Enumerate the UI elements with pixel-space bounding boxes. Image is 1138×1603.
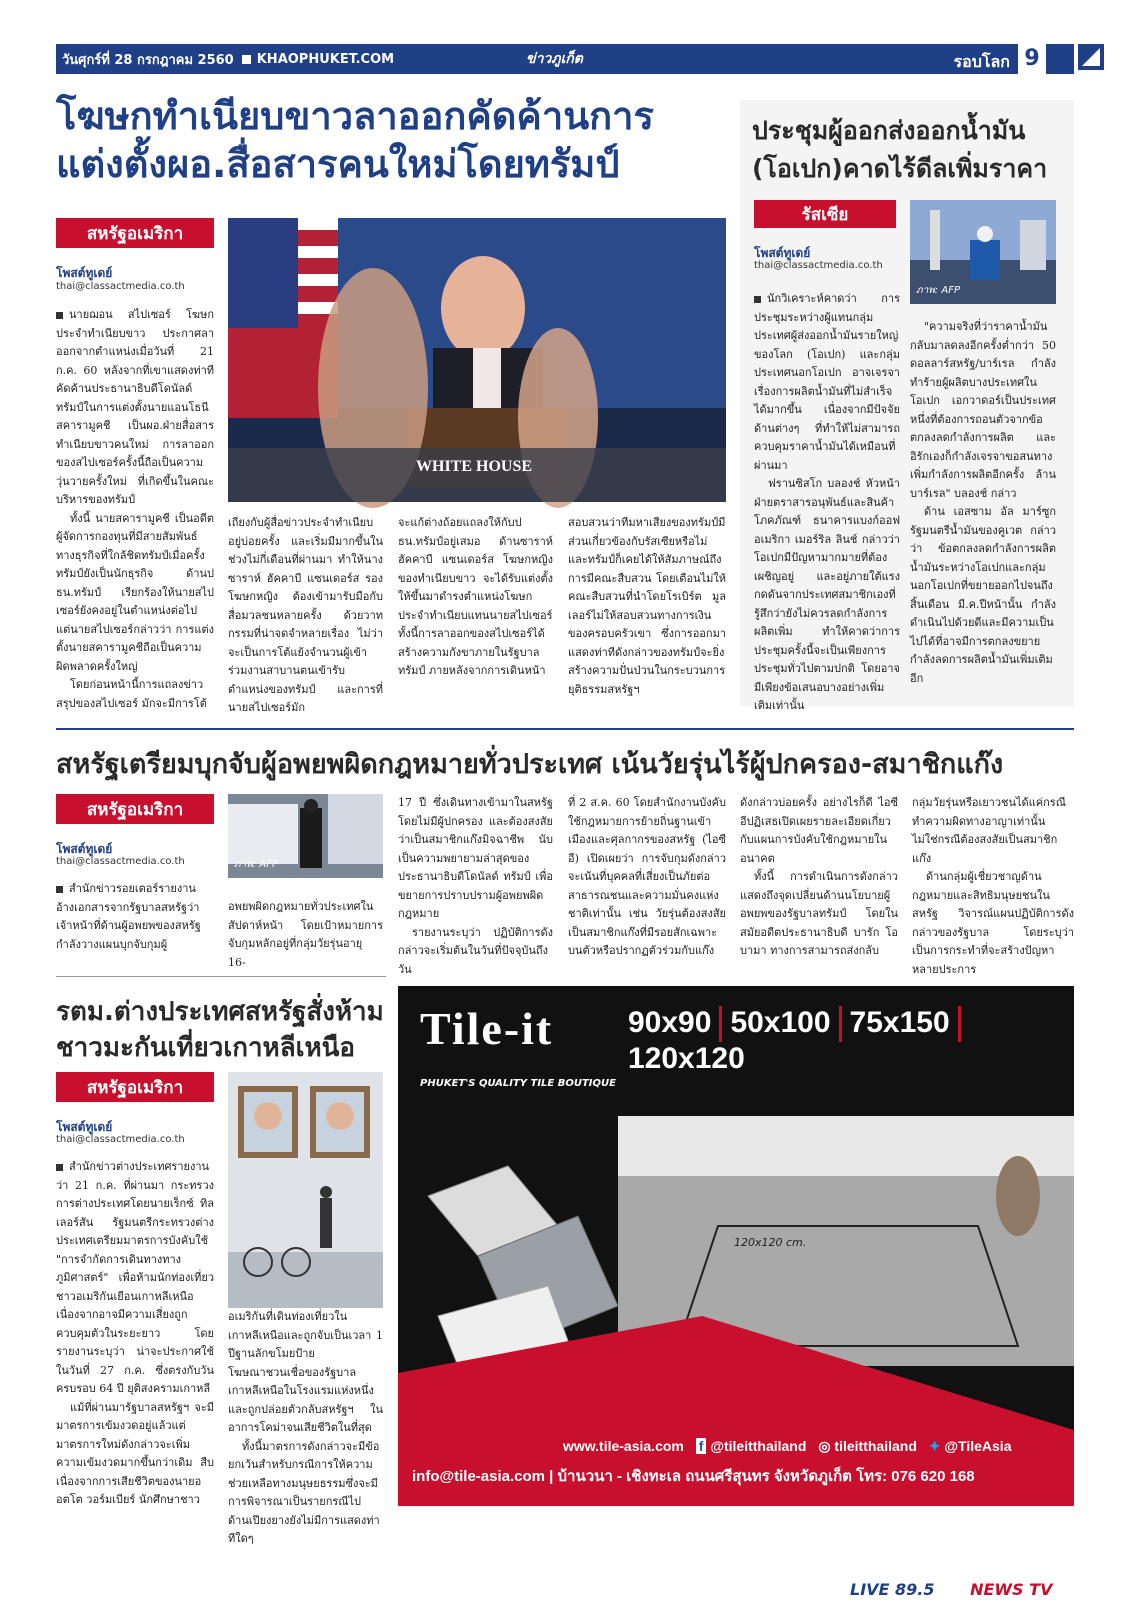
photo-sign-text: WHITE HOUSE	[416, 458, 533, 475]
story1-col1-text: นายฌอน สไปเซอร์ โฆษกประจำทำเนียบขาว ประกาศลาออกจากตำแหน่งเมื่อวันที่ 21 ก.ค. 60 หลังจากที่เขาแสดงท่าทีคัดค้านประธานาธิบดีโดนัลด์ ทรัมป์ในการแต่งตั้งนายแอนโธนี สคารามูคชี เป็นผอ.ฝ่ายสื่อสารทำเนียบขาวคนใหม่ การลาออกของสไปเซอร์ครั้งนี้ถือเป็นความวุ่นวายครั้งใหม่ ที่เกิดขึ้นในคณะบริหารของทรัมป์	[56, 308, 214, 506]
story3-headline: สหรัฐเตรียมบุกจับผู้อพยพผิดกฎหมายทั่วประเทศ เน้นวัยรุ่นไร้ผู้ปกครอง-สมาชิกแก๊ง	[56, 749, 1004, 780]
twitter-icon: ✦	[928, 1438, 941, 1454]
story2-column-2	[910, 318, 1056, 700]
story4-headline-line2: ชาวมะกันเที่ยวเกาหลีเหนือ	[56, 1033, 356, 1063]
ad-size-4: 120x120	[628, 1042, 745, 1076]
story1-headline-line2: แต่งตั้งผอ.สื่อสารคนใหม่โดยทรัมป์	[56, 142, 620, 186]
story1-headline	[56, 92, 736, 188]
story2-tag: รัสเซีย	[754, 200, 896, 228]
square-bullet-icon	[242, 55, 251, 64]
story1-column-2: เถียงกับผู้สื่อข่าวประจำทำเนียบอยู่บ่อยครั้ง และเริ่มมีมากขึ้นในช่วงไม่กี่เดือนที่ผ่านมา ทำให้นางซาราห์ ฮัคคาบี แซนเดอร์ส รองโฆษกหญิง ต้องเข้ามารับมือกับสื่อมวลชนหลายครั้ง ด้วยวาทกรรมที่น่าจดจำหลายเรื่อง ไม่ว่าจะเป็นการโต้แย้งจำนวนผู้เข้าร่วมงานสาบานตนเข้ารับตำแหน่งของทรัมป์ และการที่นายสไปเซอร์มัก	[228, 516, 383, 714]
story1-email: thai@classactmedia.co.th	[56, 281, 185, 292]
issue-date: วันศุกร์ที่ 28 กรกฎาคม 2560	[62, 52, 234, 68]
story3-column-1b: อพยพผิดกฎหมายทั่วประเทศในสัปดาห์หน้า โดยเป้าหมายการจับกุมหลักอยู่ที่กลุ่มวัยรุ่นอายุ 16-	[228, 900, 383, 969]
facebook-icon: f	[696, 1438, 707, 1454]
story4-column-2	[228, 1308, 383, 1545]
story3-col4b-text: ทั้งนี้ การดำเนินการดังกล่าวแสดงถึงจุดเปลี่ยนด้านนโยบายผู้อพยพของรัฐบาลทรัมป์ โดยในสมัยอดีตประธานาธิบดี บารัก โอบามา ทางการสามารถส่งกลับ	[740, 870, 898, 957]
section-name: รอบโลก	[953, 52, 1010, 71]
story3-column-1	[56, 880, 214, 962]
story2-column-1	[754, 290, 900, 712]
ad-size-3: 75x150	[849, 1006, 950, 1039]
ad-twitter[interactable]: @TileAsia	[944, 1438, 1012, 1454]
story2-headline	[752, 112, 1072, 188]
story3-col2-text: 17 ปี ซึ่งเดินทางเข้ามาในสหรัฐโดยไม่มีผู้ปกครอง และต้องสงสัยว่าเป็นสมาชิกแก๊งมิจฉาชีพ นับเป็นความพยายามล่าสุดของประธานาธิบดีโดนัลด์ ทรัมป์ เพื่อขยายการปราบปรามผู้อพยพผิดกฎหมาย	[398, 796, 553, 920]
story4-email: thai@classactmedia.co.th	[56, 1134, 185, 1145]
story2-headline-line2: (โอเปก)คาดไร้ดีลเพิ่มราคา	[752, 154, 1048, 183]
story3-tag: สหรัฐอเมริกา	[56, 794, 214, 824]
story3-photo-credit: ภาพ: AFP	[234, 859, 278, 870]
story4-col2-text: อเมริกันที่เดินท่องเที่ยวในเกาหลีเหนือและถูกจับเป็นเวลา 1 ปีฐานลักขโมยป้ายโฆษณาชวนเชื่อของรัฐบาลเกาหลีเหนือในโรงแรมแห่งหนึ่ง และถูกปล่อยตัวกลับสหรัฐฯ ในอาการโคม่าจนเสียชีวิตในที่สุด	[228, 1310, 383, 1434]
page-number: 9	[1018, 44, 1046, 74]
story1-col1c-text: โดยก่อนหน้านี้การแถลงข่าวสรุปของสไปเซอร์ มักจะมีการโต้	[56, 678, 207, 710]
story2-email: thai@classactmedia.co.th	[754, 260, 883, 271]
story4-col2b-text: ทั้งนี้มาตรการดังกล่าวจะมีข้อยกเว้นสำหรับกรณีการให้ความช่วยเหลือทางมนุษยธรรมซึ่งจะมีการพิจารณาเป็นรายกรณีไป ด้านเปียงยางยังไม่มีการแสดงท่าทีใดๆ	[228, 1439, 380, 1545]
story4-col1-text: สำนักข่าวต่างประเทศรายงานว่า 21 ก.ค. ที่ผ่านมา กระทรวงการต่างประเทศโดยนายเร็กซ์ ทิลเลอร์สัน รัฐมนตรีกระทรวงต่างประเทศเตรียมมาตรการบังคับใช้ "การจำกัดการเดินทางทางภูมิศาสตร์" เพื่อห้ามนักท่องเที่ยวชาวอเมริกันเยือนเกาหลีเหนือ เนื่องจากอาจมีความเสี่ยงถูกควบคุมตัวในระยะยาว โดยรายงานระบุว่า น่าจะประกาศใช้ในวันที่ 27 ก.ค. ซึ่งตรงกับวันครบรอบ 64 ปี ยุติสงครามเกาหลี	[56, 1160, 214, 1395]
ad-facebook[interactable]: @tileitthailand	[710, 1438, 807, 1454]
story1-byline: โพสต์ทูเดย์	[56, 266, 113, 280]
story3-byline: โพสต์ทูเดย์	[56, 842, 113, 856]
section-divider-2	[56, 976, 386, 977]
story1-column-4: สอบสวนว่าทีมหาเสียงของทรัมป์มีส่วนเกี่ยวข้องกับรัสเซียหรือไม่ และทรัมป์ก็เคยได้ให้สัมภาษณ์ถึงการมีคณะสืบสวน โดยเตือนไม่ให้คณะสืบสวนที่นำโดยโรเบิร์ต มูลเลอร์ไม่ให้สอบสวนทางการเงินของครอบครัวเขา ซึ่งการออกมาแสดงท่าทีดังกล่าวของทรัมป์จะยิ่งสร้างความปั่นป่วนในกระบวนการยุติธรรมสหรัฐฯ	[568, 516, 726, 696]
page-corner-icon	[1078, 44, 1104, 70]
bullet-icon	[754, 296, 761, 303]
story1-column-3: จะแก้ต่างถ้อยแถลงให้กับปธน.ทรัมป์อยู่เสมอ ด้านซาราห์ ฮัคคาบี แซนเดอร์ส โฆษกหญิงของทำเนียบขาว จะได้รับแต่งตั้งให้ขึ้นมาดำรงตำแหน่งโฆษกประจำทำเนียบแทนนายสไปเซอร์ ทั้งนี้การลาออกของสไปเซอร์ได้สร้างความกังขาภายในรัฐบาลทรัมป์ ภายหลังจากการเดินหน้า	[398, 516, 553, 677]
bullet-icon	[56, 312, 63, 319]
story2-col2b-text: ด้าน เอสซาม อัล มาร์ซูก รัฐมนตรีน้ำมันของคูเวต กล่าวว่า ข้อตกลงลดกำลังการผลิตน้ำมันระหว่างโอเปกและกลุ่มนอกโอเปกที่ขยายออกไปจนถึงสิ้นเดือน มี.ค.ปีหน้านั้น กำลังดำเนินไปด้วยดีและมีความเป็นไปได้ที่อาจมีการตกลงขยายกำลังลดการผลิตน้ำมันเพิ่มเติมอีก	[910, 505, 1056, 685]
story1-headline-line1: โฆษกทำเนียบขาวลาออกคัดค้านการ	[56, 94, 654, 138]
separator-icon	[958, 1006, 961, 1042]
story3-photo	[228, 794, 383, 878]
ad-instagram[interactable]: tileitthailand	[834, 1438, 917, 1454]
story4-headline	[56, 994, 391, 1066]
ad-floor-label: 120x120 cm.	[734, 1236, 807, 1249]
ad-brand-logo: Tile-it	[420, 1003, 554, 1054]
story3-column-4	[740, 794, 898, 962]
story3-email: thai@classactmedia.co.th	[56, 856, 185, 867]
story3-column-3: ที่ 2 ส.ค. 60 โดยสำนักงานบังคับใช้กฎหมายการย้ายถิ่นฐานเข้าเมืองและศุลกากรของสหรัฐ (ไอซีอี) เปิดเผยว่า การจับกุมดังกล่าวจะเน้นที่บุคคลที่เสี่ยงเป็นภัยต่อสาธารณชนและความมั่นคงแห่งชาติเท่านั้น เช่น วัยรุ่นต้องสงสัยเป็นสมาชิกแก๊งที่มีรอยสักเฉพาะบนตัวหรือปรากฏตัวร่วมกับแก๊ง	[568, 796, 726, 957]
section-divider	[56, 728, 1074, 730]
footer-media-logos	[850, 1580, 1052, 1599]
story2-col1-text: นักวิเคราะห์คาดว่า การประชุมระหว่างผู้แทนกลุ่มประเทศผู้ส่งออกน้ำมันรายใหญ่ของโลก (โอเปก) และกลุ่มประเทศนอกโอเปก อาจเจรจาเรื่องการผลิตน้ำมันที่ไม่สำเร็จได้มากขึ้น เนื่องจากมีปัจจัยด้านต่างๆ ที่ทำให้ไม่สามารถควบคุมราคาน้ำมันได้เหมือนที่ผ่านมา	[754, 292, 900, 472]
story1-photo	[228, 218, 726, 502]
story4-col1b-text: แม้ที่ผ่านมารัฐบาลสหรัฐฯ จะมีมาตรการเข้มงวดอยู่แล้วแต่มาตรการใหม่ดังกล่าวจะเพิ่มความเข้มงวดมากขึ้นกว่าเดิม สืบเนื่องจากการเสียชีวิตของนายออตโต วอร์มเบียร์ นักศึกษาชาว	[56, 1400, 214, 1506]
story4-byline: โพสต์ทูเดย์	[56, 1120, 113, 1134]
story2-col2-text: "ความจริงที่ว่าราคาน้ำมันกลับมาลดลงอีกครั้งต่ำกว่า 50 ดอลลาร์สหรัฐ/บาร์เรล กำลังทำร้ายผู้ผลิตบางประเทศในโอเปก เอกวาดอร์เป็นประเทศหนึ่งที่ต้องการถอนตัวจากข้อตกลงลดกำลังการผลิต และอิรักเองก็กำลังเจรจาขอสนทางเพิ่มกำลังการผลิตอีกครั้ง ล้านบาร์เรล" บลองช์ กล่าว	[910, 320, 1056, 500]
story2-photo	[910, 200, 1056, 304]
ad-size-1: 90x90	[628, 1006, 712, 1039]
story2-byline: โพสต์ทูเดย์	[754, 246, 811, 260]
ad-tile-sizes	[628, 1006, 1074, 1076]
header-bar	[56, 44, 1074, 74]
story2-col1b-text: ฟรานซิสโก บลองช์ หัวหน้าฝ่ายตราสารอนุพันธ์และสินค้าโภคภัณฑ์ ธนาคารแบงก์ออฟอเมริกา เมอร์ริล ลินช์ กล่าวว่า โอเปกมีปัญหามากมายที่ต้องเผชิญอยู่ และอยู่ภายใต้แรงกดดันจากประเทศสมาชิกเองที่รู้สึกว่ายังไม่ควรลดกำลังการผลิตเพิ่ม ทำให้คาดว่าการประชุมครั้งนี้จะเป็นเพียงการประชุมทั่วไปตามปกติ โดยอาจมีเพียงข้อเสนอบางอย่างเพิ่มเติมเท่านั้น	[754, 477, 900, 712]
separator-icon	[839, 1006, 842, 1042]
bullet-icon	[56, 1164, 63, 1171]
story4-column-1	[56, 1158, 214, 1506]
ad-size-2: 50x100	[730, 1006, 831, 1039]
story4-headline-line1: รตม.ต่างประเทศสหรัฐสั่งห้าม	[56, 997, 384, 1027]
ad-contact-line[interactable]: info@tile-asia.com | บ้านวนา - เชิงทะเล ถนนศรีสุนทร จังหวัดภูเก็ต โทร: 076 620 168	[412, 1468, 975, 1485]
story3-column-5	[912, 794, 1074, 976]
story1-col1b-text: ทั้งนี้ นายสคารามูคชี เป็นอดีตผู้จัดการกองทุนที่มีสายสัมพันธ์ทางธุรกิจที่ใกล้ชิดทรัมป์เมื่อครั้งทรัมป์ยังเป็นนักธุรกิจ ด้านปธน.ทรัมป์ เรียกร้องให้นายสไปเซอร์ยังคงอยู่ในตำแหน่งต่อไป แต่นายสไปเซอร์กล่าวว่า การแต่งตั้งนายสคารามูคชีถือเป็นความผิดพลาดครั้งใหญ่	[56, 511, 214, 673]
story3-col4-text: ดังกล่าวบ่อยครั้ง อย่างไรก็ดี ไอซีอีปฏิเสธเปิดเผยรายละเอียดเกี่ยวกับแผนการบังคับใช้กฎหมายในอนาคต	[740, 796, 898, 865]
tile-it-advertisement[interactable]	[398, 986, 1074, 1506]
story3-col5-text: กลุ่มวัยรุ่นหรือเยาวชนได้แค่กรณีทำความผิดทางอาญาเท่านั้น ไม่ใช่กรณีต้องสงสัยเป็นสมาชิกแก๊ง	[912, 796, 1066, 865]
story1-column-1	[56, 306, 214, 710]
news-tv-logo: NEWS TV	[970, 1580, 1053, 1599]
story3-col1-text: สำนักข่าวรอยเตอร์รายงานอ้างเอกสารจากรัฐบาลสหรัฐว่า เจ้าหน้าที่ด้านผู้อพยพของสหรัฐกำลังวางแผนบุกจับกุมผู้	[56, 882, 201, 951]
story3-col2b-text: รายงานระบุว่า ปฏิบัติการดังกล่าวจะเริ่มต้นในวันที่ปัจจุบันถึงวัน	[398, 925, 553, 976]
separator-icon	[719, 1006, 722, 1042]
instagram-icon: ◎	[818, 1438, 831, 1454]
ad-tagline: PHUKET'S QUALITY TILE BOUTIQUE	[420, 1078, 616, 1089]
story1-tag: สหรัฐอเมริกา	[56, 218, 214, 248]
story3-col5b-text: ด้านกลุ่มผู้เชี่ยวชาญด้านกฎหมายและสิทธิมนุษยชนในสหรัฐ วิจารณ์แผนปฏิบัติการดังกล่าวของรัฐบาล โดยระบุว่าเป็นการกระทำที่จะสร้างปัญหาหลายประการ	[912, 870, 1074, 976]
story2-headline-line1: ประชุมผู้ออกส่งออกน้ำมัน	[752, 116, 1026, 145]
bullet-icon	[56, 886, 63, 893]
ad-website[interactable]: www.tile-asia.com	[563, 1438, 684, 1454]
story4-tag: สหรัฐอเมริกา	[56, 1072, 214, 1102]
story2-photo-credit: ภาพ: AFP	[916, 285, 960, 296]
pyongyang-street-image	[228, 1072, 383, 1308]
story3-column-2	[398, 794, 553, 976]
live-radio-logo: LIVE 89.5	[850, 1580, 935, 1599]
story4-photo	[228, 1072, 383, 1308]
paper-logo: ข่าวภูเก็ต	[526, 51, 583, 67]
ad-social-links[interactable]	[563, 1438, 1011, 1455]
site-url: KHAOPHUKET.COM	[256, 51, 395, 67]
